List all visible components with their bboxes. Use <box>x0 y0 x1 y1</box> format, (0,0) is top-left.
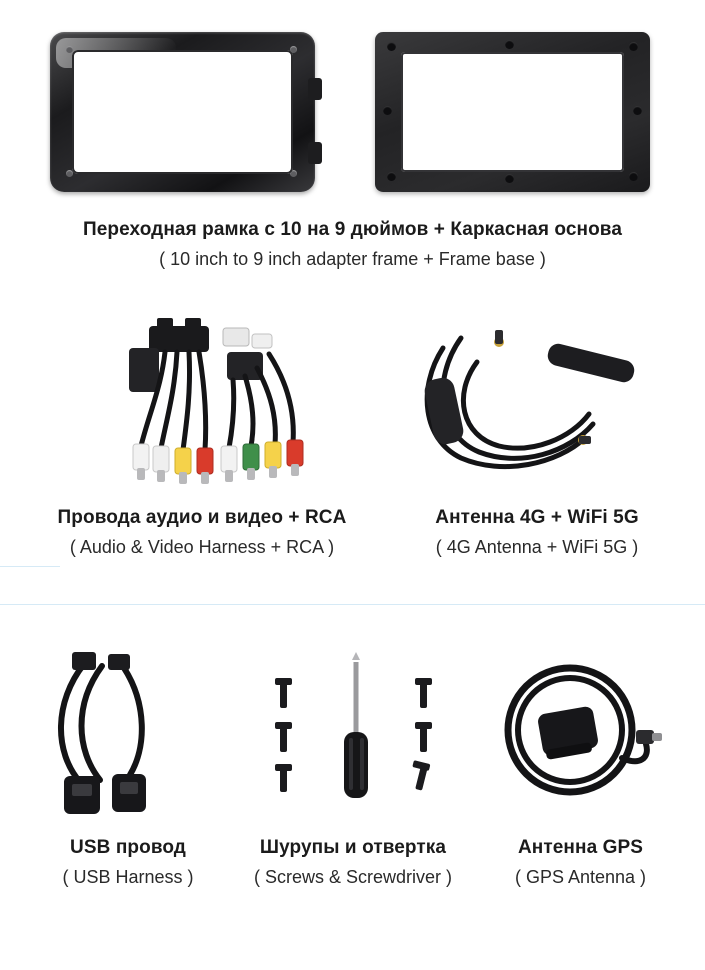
mount-hole <box>383 106 392 115</box>
antenna-4g-caption-en: ( 4G Antenna + WiFi 5G ) <box>435 536 639 557</box>
wiring-harness-rca-icon <box>37 318 367 498</box>
item-audio-video-harness <box>22 318 382 559</box>
mount-hole <box>387 172 396 181</box>
screw-hole <box>66 170 73 177</box>
frames-captions <box>0 218 705 271</box>
frame-tab <box>308 78 322 100</box>
gloss-highlight <box>56 38 176 68</box>
gps-antenna-caption-ru: Антенна GPS <box>517 837 644 858</box>
screwdriver-and-screws-icon <box>248 648 458 828</box>
gps-antenna-icon <box>478 648 683 828</box>
mount-hole <box>505 174 514 183</box>
item-gps-antenna <box>468 648 693 889</box>
section-frames <box>0 0 705 300</box>
mount-hole <box>633 106 642 115</box>
usb-harness-caption-ru: USB провод <box>70 837 186 858</box>
frames-image-row <box>0 18 705 198</box>
4g-wifi-antenna-icon <box>407 318 667 498</box>
mount-hole <box>629 172 638 181</box>
section-harness-antenna <box>0 318 705 603</box>
item-antenna-4g-wifi <box>392 318 682 559</box>
screw-hole <box>290 46 297 53</box>
audio-video-harness-caption-ru: Провода аудио и видео + RCA <box>57 507 347 528</box>
audio-video-harness-caption-en: ( Audio & Video Harness + RCA ) <box>69 536 335 557</box>
frame-tab <box>94 142 108 164</box>
screws-screwdriver-caption-en: ( Screws & Screwdriver ) <box>253 866 453 887</box>
screw-hole <box>66 46 73 53</box>
mount-hole <box>387 42 396 51</box>
usb-cable-icon <box>28 648 228 828</box>
antenna-4g-art <box>392 318 682 498</box>
screws-screwdriver-caption <box>238 836 468 889</box>
screws-screwdriver-caption-ru: Шурупы и отвертка <box>259 837 447 858</box>
gps-antenna-art <box>468 648 693 828</box>
usb-harness-art <box>18 648 238 828</box>
item-usb-harness <box>18 648 238 889</box>
audio-video-harness-art <box>22 318 382 498</box>
adapter-frame-icon <box>50 32 315 192</box>
adapter-frame-caption-en: ( 10 inch to 9 inch adapter frame + Frame base ) <box>159 248 546 269</box>
frame-base-icon <box>375 32 650 192</box>
mount-hole <box>505 40 514 49</box>
frame-tab <box>308 142 322 164</box>
antenna-4g-caption <box>392 506 682 559</box>
adapter-frame-caption-ru: Переходная рамка с 10 на 9 дюймов + Каркасная основа <box>82 219 623 240</box>
section-accessories <box>0 648 705 938</box>
audio-video-harness-caption <box>22 506 382 559</box>
usb-harness-caption <box>18 836 238 889</box>
screws-screwdriver-art <box>238 648 468 828</box>
antenna-4g-caption-ru: Антенна 4G + WiFi 5G <box>435 507 639 528</box>
decorative-line <box>0 604 705 605</box>
gps-antenna-caption-en: ( GPS Antenna ) <box>514 866 647 887</box>
item-screws-screwdriver <box>238 648 468 889</box>
screw-hole <box>290 170 297 177</box>
frame-tab <box>94 78 108 100</box>
usb-harness-caption-en: ( USB Harness ) <box>62 866 194 887</box>
mount-hole <box>629 42 638 51</box>
gps-antenna-caption <box>468 836 693 889</box>
